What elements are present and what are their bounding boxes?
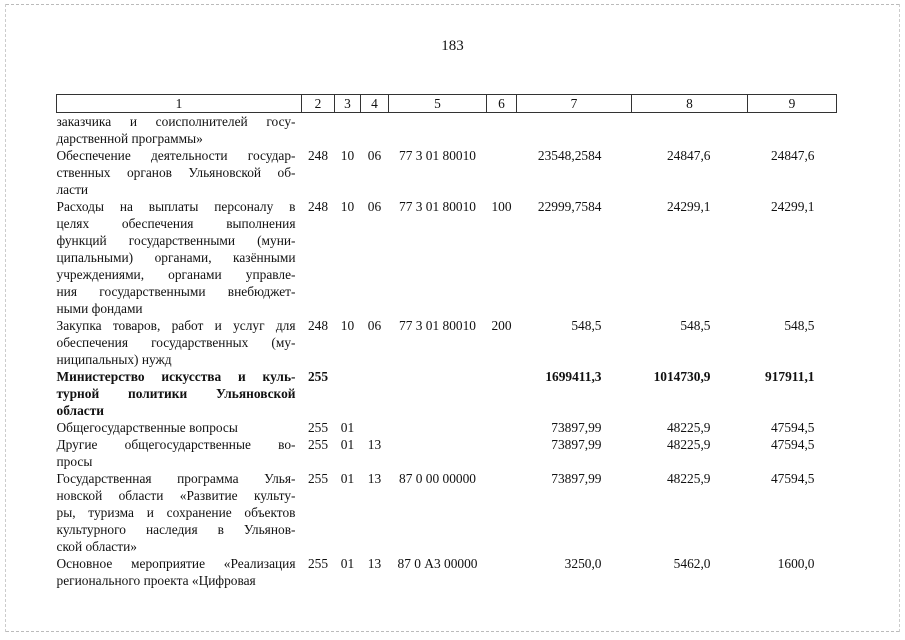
- cell-c5: [389, 113, 487, 148]
- cell-c5: 87 0 А3 00000: [397, 556, 478, 571]
- cell-c3: [335, 368, 361, 419]
- cell-c3: 01: [340, 420, 355, 435]
- row-name-line: Государственная программа Улья-: [56, 471, 296, 486]
- cell-c8: [632, 113, 748, 148]
- cell-c6: [487, 419, 517, 436]
- table-row: [57, 555, 837, 589]
- header-cell: 6: [487, 95, 517, 113]
- table-row: [57, 470, 837, 555]
- row-name-line: учреждениями, органами управле-: [56, 267, 296, 282]
- cell-c3: 01: [340, 471, 355, 486]
- table-row: [57, 147, 837, 198]
- header-row: [57, 95, 837, 113]
- row-name: [57, 555, 302, 589]
- cell-c7: 3250,0: [564, 556, 602, 571]
- cell-c7: 73897,99: [551, 471, 602, 486]
- cell-c4: [361, 113, 389, 148]
- row-name: [57, 147, 302, 198]
- row-name-line: целях обеспечения выполнения: [56, 216, 296, 231]
- cell-c6: [487, 436, 517, 470]
- cell-c2: 248: [307, 199, 329, 214]
- row-name-line: ниципальных) нужд: [56, 352, 172, 367]
- cell-c3: [335, 113, 361, 148]
- cell-c4: 13: [367, 437, 382, 452]
- cell-c6: [487, 470, 517, 555]
- row-name-line: турной политики Ульяновской: [56, 386, 296, 401]
- table-body: [57, 113, 837, 590]
- cell-c6: 200: [491, 318, 512, 333]
- cell-c2: [302, 113, 335, 148]
- row-name: [57, 113, 302, 148]
- header-cell: 5: [389, 95, 487, 113]
- cell-c6: [487, 113, 517, 148]
- row-name-line: новской области «Развитие культу-: [56, 488, 296, 503]
- row-name: [57, 368, 302, 419]
- header-cell: 2: [302, 95, 335, 113]
- row-name-line: ципальными) органами, казёнными: [56, 250, 296, 265]
- cell-c7: 23548,2584: [537, 148, 602, 163]
- page-border-right: [899, 4, 900, 632]
- cell-c9: 47594,5: [770, 420, 815, 435]
- cell-c7: 1699411,3: [545, 369, 602, 384]
- row-name-line: культурного наследия в Ульянов-: [56, 522, 296, 537]
- header-cell: 1: [57, 95, 302, 113]
- row-name-line: регионального проекта «Цифровая: [56, 573, 256, 588]
- table-row: [57, 368, 837, 419]
- cell-c7: 73897,99: [551, 437, 602, 452]
- cell-c5: 77 3 01 80010: [399, 199, 476, 214]
- header-cell: 7: [517, 95, 632, 113]
- cell-c9: 548,5: [784, 318, 815, 333]
- row-name-line: ласти: [56, 182, 89, 197]
- row-name-line: области: [56, 403, 105, 418]
- cell-c4: [361, 368, 389, 419]
- cell-c7: 22999,7584: [537, 199, 602, 214]
- cell-c2: 248: [307, 148, 329, 163]
- cell-c8: 548,5: [680, 318, 711, 333]
- header-cell: 3: [335, 95, 361, 113]
- cell-c6: [487, 147, 517, 198]
- row-name-line: Министерство искусства и куль-: [56, 369, 296, 384]
- page-number: 183: [441, 38, 464, 54]
- table-row: [57, 198, 837, 317]
- cell-c5: 77 3 01 80010: [399, 318, 476, 333]
- row-name-line: ными фондами: [56, 301, 143, 316]
- row-name-line: Общегосударственные вопросы: [56, 420, 238, 435]
- cell-c8: 24847,6: [666, 148, 711, 163]
- cell-c7: 548,5: [571, 318, 602, 333]
- cell-c4: 13: [367, 471, 382, 486]
- header-cell: 9: [748, 95, 837, 113]
- header-cell: 8: [632, 95, 748, 113]
- cell-c7: 73897,99: [551, 420, 602, 435]
- row-name-line: ния государственными внебюджет-: [56, 284, 296, 299]
- page-border-top: [6, 4, 899, 5]
- cell-c8: 48225,9: [666, 471, 711, 486]
- cell-c9: 47594,5: [770, 471, 815, 486]
- row-name-line: Другие общегосударственные во-: [56, 437, 296, 452]
- cell-c2: 255: [307, 556, 329, 571]
- cell-c5: 87 0 00 00000: [399, 471, 476, 486]
- row-name: [57, 419, 302, 436]
- row-name: [57, 436, 302, 470]
- cell-c8: 24299,1: [666, 199, 711, 214]
- row-name-line: Обеспечение деятельности государ-: [56, 148, 296, 163]
- row-name-line: ской области»: [56, 539, 137, 554]
- page-border-left: [5, 4, 6, 632]
- cell-c4: 06: [367, 199, 382, 214]
- cell-c9: 1600,0: [777, 556, 815, 571]
- row-name: [57, 198, 302, 317]
- row-name-line: функций государственными (муни-: [56, 233, 296, 248]
- cell-c6: 100: [491, 199, 512, 214]
- cell-c5: [389, 419, 487, 436]
- row-name-line: Основное мероприятие «Реализация: [56, 556, 296, 571]
- row-name: [57, 470, 302, 555]
- cell-c3: 10: [340, 318, 355, 333]
- cell-c6: [487, 368, 517, 419]
- page-border-bottom: [6, 631, 899, 632]
- table-row: [57, 113, 837, 148]
- cell-c2: 255: [307, 420, 329, 435]
- cell-c8: 5462,0: [673, 556, 711, 571]
- cell-c4: 06: [367, 318, 382, 333]
- cell-c2: 248: [307, 318, 329, 333]
- cell-c2: 255: [307, 471, 329, 486]
- cell-c5: [389, 368, 487, 419]
- cell-c3: 10: [340, 199, 355, 214]
- row-name-line: заказчика и соисполнителей госу-: [56, 114, 296, 129]
- header-cell: 4: [361, 95, 389, 113]
- cell-c4: 06: [367, 148, 382, 163]
- cell-c9: 24847,6: [770, 148, 815, 163]
- cell-c2: 255: [307, 369, 329, 384]
- cell-c8: 48225,9: [666, 437, 711, 452]
- cell-c8: 48225,9: [666, 420, 711, 435]
- table-row: [57, 317, 837, 368]
- cell-c9: 47594,5: [770, 437, 815, 452]
- row-name-line: дарственной программы»: [56, 131, 203, 146]
- cell-c5: 77 3 01 80010: [399, 148, 476, 163]
- row-name-line: ственных органов Ульяновской об-: [56, 165, 296, 180]
- cell-c6: [487, 555, 517, 589]
- row-name-line: Закупка товаров, работ и услуг для: [56, 318, 296, 333]
- cell-c3: 01: [340, 556, 355, 571]
- cell-c4: [361, 419, 389, 436]
- row-name-line: Расходы на выплаты персоналу в: [56, 199, 296, 214]
- row-name: [57, 317, 302, 368]
- cell-c5: [389, 436, 487, 470]
- cell-c3: 01: [340, 437, 355, 452]
- table-row: [57, 419, 837, 436]
- cell-c8: 1014730,9: [653, 369, 711, 384]
- row-name-line: обеспечения государственных (му-: [56, 335, 296, 350]
- row-name-line: ры, туризма и сохранение объектов: [56, 505, 296, 520]
- cell-c9: 24299,1: [770, 199, 815, 214]
- cell-c2: 255: [307, 437, 329, 452]
- cell-c9: [748, 113, 837, 148]
- cell-c7: [517, 113, 632, 148]
- cell-c4: 13: [367, 556, 382, 571]
- table-row: [57, 436, 837, 470]
- row-name-line: просы: [56, 454, 93, 469]
- cell-c9: 917911,1: [765, 369, 815, 384]
- cell-c3: 10: [340, 148, 355, 163]
- budget-table: [56, 94, 837, 589]
